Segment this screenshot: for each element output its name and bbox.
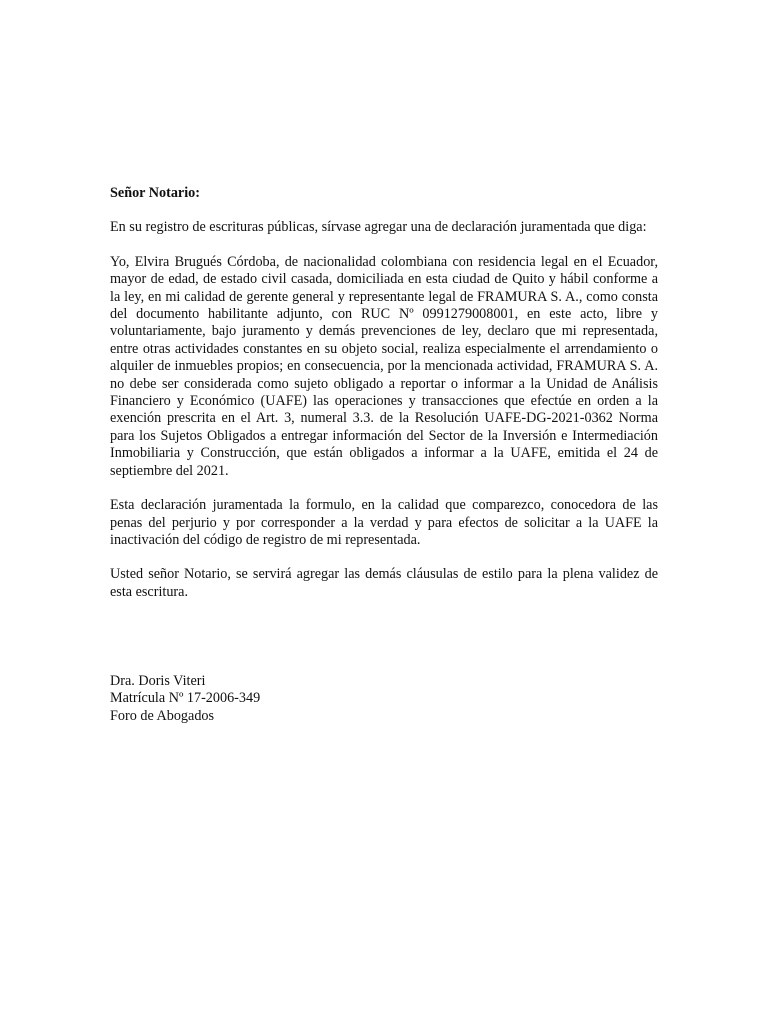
paragraph-declaration: Yo, Elvira Brugués Córdoba, de nacionalidad colombiana con residencia legal en el Ecuador, mayor de edad, de estado civil casada, domiciliada en esta ciudad de Quito y hábil conforme a la ley, en mi calidad de gerente general y representante legal de FRAMURA S. A., como consta del documento habilitante adjunto, con RUC Nº 0991279008001, en este acto, libre y voluntariamente, bajo juramento y demás prevenciones de ley, declaro que mi representada, entre otras actividades constantes en su objeto social, realiza especialmente el arrendamiento o alquiler de inmuebles propios; en consecuencia, por la mencionada actividad, FRAMURA S. A. no debe ser considerada como sujeto obligado a reportar o informar a la Unidad de Análisis Financiero y Económico (UAFE) las operaciones y transacciones que efectúe en orden a la exención prescrita en el Art. 3, numeral 3.3. de la Resolución UAFE-DG-2021-0362 Norma para los Sujetos Obligados a entregar información del Sector de la Inversión e Intermediación Inmobiliaria y Construcción, que están obligados a informar a la UAFE, emitida el 24 de septiembre del 2021. bbox=[110, 253, 658, 479]
signer-registration: Matrícula Nº 17-2006-349 bbox=[110, 690, 261, 707]
paragraph-purpose: Esta declaración juramentada la formulo, en la calidad que comparezco, conocedora de las penas del perjurio y por corresponder a la verdad y para efectos de solicitar a la UAFE la inactivación del código de registro de mi representada. bbox=[110, 497, 658, 548]
signer-organization: Foro de Abogados bbox=[110, 707, 215, 724]
paragraph-request: En su registro de escrituras públicas, sírvase agregar una de declaración juramentada que diga: bbox=[110, 219, 647, 236]
salutation: Señor Notario: bbox=[110, 185, 200, 201]
signature-block bbox=[110, 673, 510, 725]
paragraph-closing: Usted señor Notario, se servirá agregar las demás cláusulas de estilo para la plena validez de esta escritura. bbox=[110, 566, 658, 600]
document-body bbox=[110, 185, 658, 618]
signer-name: Dra. Doris Viteri bbox=[110, 673, 206, 689]
